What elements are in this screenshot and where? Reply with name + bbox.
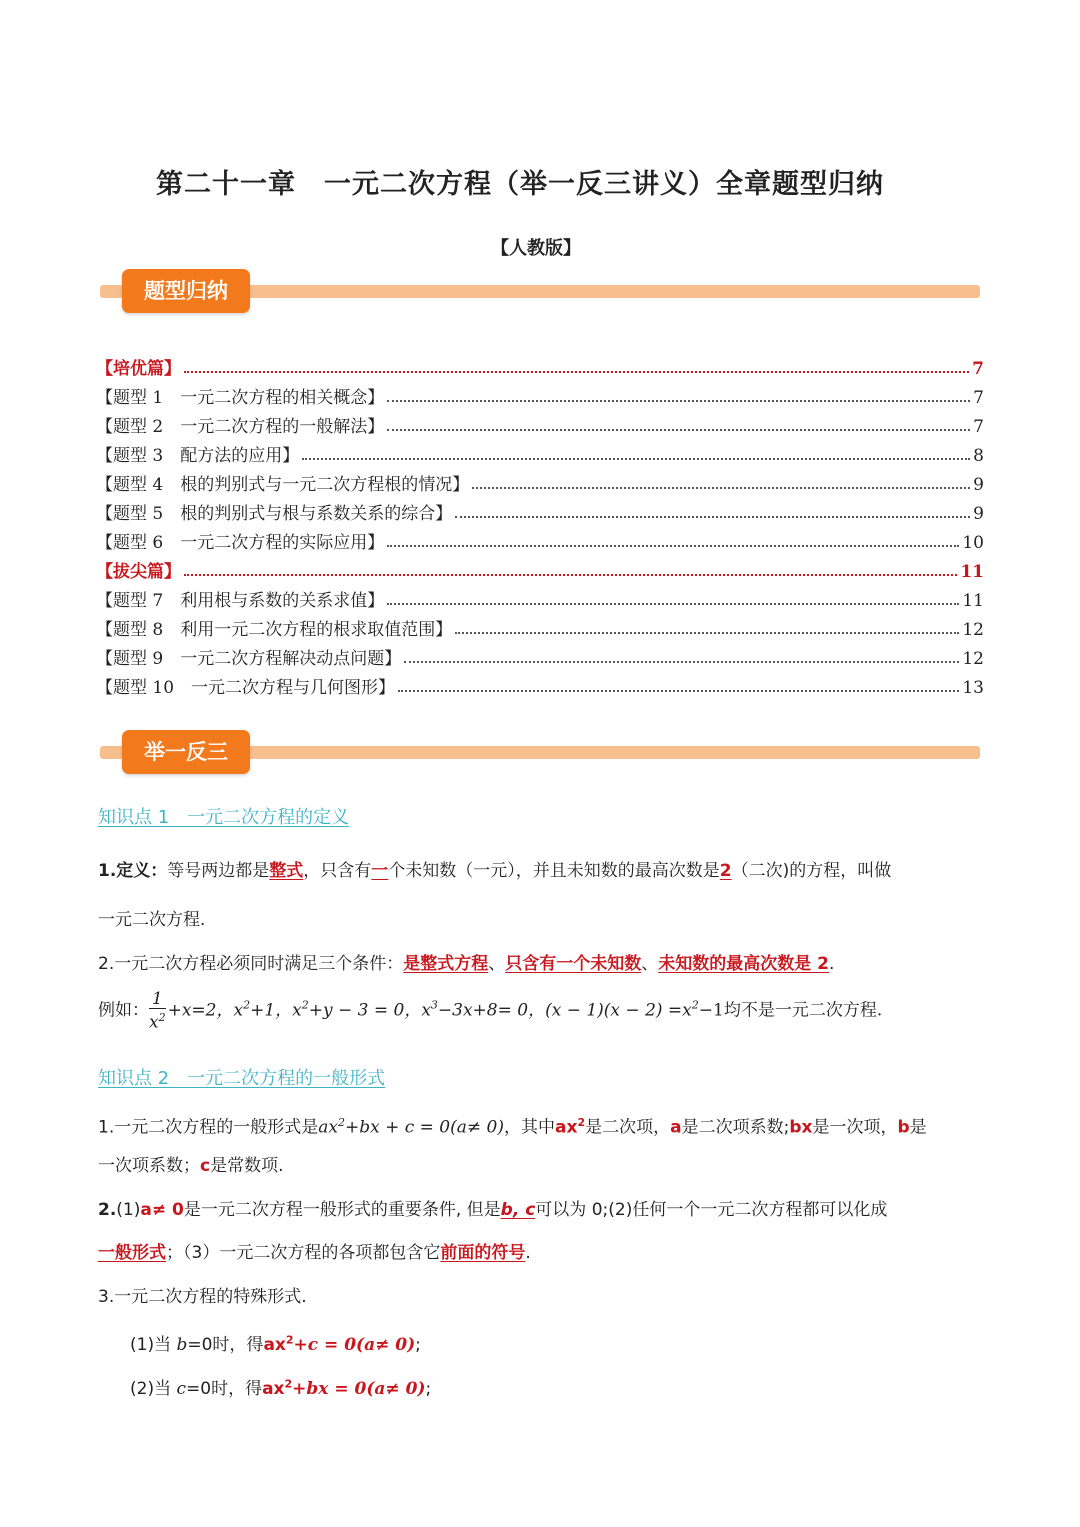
table-of-contents xyxy=(96,350,984,698)
general-form-paragraph xyxy=(98,1113,986,1138)
toc-entry-page: 12 xyxy=(962,620,984,640)
fill-answer: 未知数的最高次数是 2 xyxy=(658,954,829,974)
toc-entry[interactable] xyxy=(96,611,984,640)
fill-answer: 只含有一个未知数 xyxy=(505,954,642,974)
item-number: 1. xyxy=(98,861,117,881)
knowledge-point-2-heading: 知识点 2 一元二次方程的一般形式 xyxy=(98,1068,386,1089)
general-form-paragraph-line2 xyxy=(98,1156,986,1176)
toc-leader-dots xyxy=(184,371,969,373)
text: x xyxy=(149,1012,159,1033)
special-form-case-1 xyxy=(130,1330,421,1355)
text: 1.一元二次方程的一般形式是 xyxy=(98,1117,319,1138)
math-text: +y − 3 = 0，x xyxy=(308,1000,431,1021)
fill-answer: 2 xyxy=(719,861,732,881)
highlight-term: ax xyxy=(262,1379,285,1399)
toc-leader-dots xyxy=(184,574,957,576)
highlight-term: bx xyxy=(789,1117,813,1138)
text: ; xyxy=(415,1335,421,1355)
toc-leader-dots xyxy=(387,429,970,431)
toc-leader-dots xyxy=(455,516,970,518)
toc-leader-dots xyxy=(398,690,959,692)
exponent: 2 xyxy=(691,998,699,1012)
text: (2)当 xyxy=(130,1379,177,1399)
toc-entry-page: 9 xyxy=(973,475,984,495)
text: . xyxy=(828,954,835,974)
exponent: 2 xyxy=(301,998,309,1012)
math-text: c xyxy=(176,1379,187,1399)
toc-leader-dots xyxy=(404,661,959,663)
exponent: 2 xyxy=(577,1116,586,1129)
text: 例如： xyxy=(98,1000,149,1021)
exponent: 2 xyxy=(284,1377,293,1391)
toc-entry-label: 【题型 1 一元二次方程的相关概念】 xyxy=(96,388,385,408)
toc-entry-page: 7 xyxy=(973,388,984,408)
exponent: 2 xyxy=(337,1116,345,1129)
highlight-term: ax xyxy=(263,1335,286,1355)
toc-entry-page: 13 xyxy=(962,678,984,698)
section-banner-question-types xyxy=(100,269,980,317)
highlight-term: ax xyxy=(555,1117,578,1138)
toc-entry-label: 【题型 6 一元二次方程的实际应用】 xyxy=(96,533,385,553)
fill-answer: 整式 xyxy=(269,861,304,881)
example-line xyxy=(98,990,986,1032)
knowledge-point-1-heading: 知识点 1 一元二次方程的定义 xyxy=(98,807,350,828)
text: 、 xyxy=(641,954,659,974)
exponent: 2 xyxy=(243,998,251,1012)
toc-entry-page: 10 xyxy=(962,533,984,553)
highlight-term: +c = 0(a≠ 0) xyxy=(293,1335,416,1355)
toc-entry[interactable] xyxy=(96,350,984,379)
fill-answer: 前面的符号 xyxy=(440,1243,526,1263)
page-title: 第二十一章 一元二次方程（举一反三讲义）全章题型归纳 xyxy=(156,169,884,200)
special-forms-heading: 3.一元二次方程的特殊形式. xyxy=(98,1287,307,1307)
text: 是一次项， xyxy=(812,1117,898,1138)
fraction-denominator xyxy=(149,1009,166,1032)
special-form-case-2 xyxy=(130,1374,431,1399)
text: (1) xyxy=(116,1200,141,1220)
fill-answer: b, c xyxy=(500,1200,536,1220)
toc-leader-dots xyxy=(387,400,970,402)
text: 是二次项系数; xyxy=(681,1117,790,1138)
toc-leader-dots xyxy=(455,632,959,634)
toc-entry[interactable] xyxy=(96,408,984,437)
toc-entry[interactable] xyxy=(96,524,984,553)
toc-entry-label: 【拔尖篇】 xyxy=(96,562,181,582)
text: =0时，得 xyxy=(186,1379,263,1399)
toc-entry[interactable] xyxy=(96,379,984,408)
text: ，其中 xyxy=(504,1117,555,1138)
math-text: −3x+8= 0，(x − 1)(x − 2) =x xyxy=(437,1000,692,1021)
conditions-note-paragraph-line2 xyxy=(98,1243,986,1263)
text: 是 xyxy=(909,1117,927,1138)
text: ，只含有 xyxy=(303,861,372,881)
toc-entry-page: 7 xyxy=(972,359,984,379)
text: 是一元二次方程一般形式的重要条件, 但是 xyxy=(183,1200,501,1220)
toc-entry[interactable] xyxy=(96,553,984,582)
toc-entry-page: 8 xyxy=(973,446,984,466)
definition-paragraph-line2: 一元二次方程. xyxy=(98,910,206,930)
toc-entry-page: 11 xyxy=(962,591,984,611)
toc-entry-label: 【题型 10 一元二次方程与几何图形】 xyxy=(96,678,396,698)
highlight-term: c xyxy=(200,1156,211,1176)
text: 一次项系数； xyxy=(98,1156,200,1176)
toc-entry-label: 【题型 9 一元二次方程解决动点问题】 xyxy=(96,649,402,669)
toc-entry[interactable] xyxy=(96,466,984,495)
toc-entry-page: 11 xyxy=(960,562,984,582)
toc-entry-label: 【题型 3 配方法的应用】 xyxy=(96,446,300,466)
fill-answer: 一 xyxy=(371,861,389,881)
math-text: +x=2，x xyxy=(167,1000,244,1021)
text: 可以为 0;(2)任何一个一元二次方程都可以化成 xyxy=(535,1200,888,1220)
toc-entry-label: 【题型 4 根的判别式与一元二次方程根的情况】 xyxy=(96,475,470,495)
toc-leader-dots xyxy=(387,603,959,605)
text: 是二次项， xyxy=(585,1117,671,1138)
text: . xyxy=(525,1243,531,1263)
fraction-numerator: 1 xyxy=(149,990,166,1009)
definition-label: 定义： xyxy=(116,861,168,881)
math-text: +bx + c = 0(a≠ 0) xyxy=(344,1117,504,1138)
highlight-term: +bx = 0(a≠ 0) xyxy=(292,1379,426,1399)
toc-entry-label: 【题型 2 一元二次方程的一般解法】 xyxy=(96,417,385,437)
definition-paragraph xyxy=(98,861,986,881)
math-text: −1均不是一元二次方程. xyxy=(698,1000,883,1021)
section-banner-examples xyxy=(100,730,980,778)
toc-entry-label: 【题型 7 利用根与系数的关系求值】 xyxy=(96,591,385,611)
text: 、 xyxy=(488,954,506,974)
toc-entry-label: 【题型 5 根的判别式与根与系数关系的综合】 xyxy=(96,504,453,524)
page-subtitle: 【人教版】 xyxy=(491,238,581,259)
text: 等号两边都是 xyxy=(167,861,270,881)
highlight-term: a≠ 0 xyxy=(140,1200,184,1220)
toc-entry-page: 7 xyxy=(973,417,984,437)
text: 个未知数（一元），并且未知数的最高次数是 xyxy=(388,861,720,881)
fill-answer: 是整式方程 xyxy=(403,954,489,974)
toc-leader-dots xyxy=(302,458,970,460)
toc-leader-dots xyxy=(472,487,970,489)
text: 是常数项. xyxy=(210,1156,284,1176)
highlight-term: a xyxy=(670,1117,682,1138)
toc-leader-dots xyxy=(387,545,959,547)
toc-entry-page: 12 xyxy=(962,649,984,669)
text: ; xyxy=(425,1379,432,1399)
fill-answer: 一般形式 xyxy=(98,1243,166,1263)
text: （二次)的方程，叫做 xyxy=(731,861,892,881)
toc-entry[interactable] xyxy=(96,640,984,669)
toc-entry-page: 9 xyxy=(973,504,984,524)
banner-tag: 题型归纳 xyxy=(122,269,250,313)
highlight-term: b xyxy=(897,1117,910,1138)
toc-entry[interactable] xyxy=(96,669,984,698)
conditions-paragraph xyxy=(98,954,986,974)
exponent: 3 xyxy=(430,998,438,1012)
item-number: 2. xyxy=(98,1200,117,1220)
text: =0时，得 xyxy=(187,1335,264,1355)
math-text: b xyxy=(176,1335,188,1355)
exponent: 2 xyxy=(158,1011,166,1024)
text: ；（3）一元二次方程的各项都包含它 xyxy=(166,1243,441,1263)
text: (1)当 xyxy=(130,1335,177,1355)
fraction xyxy=(149,990,166,1032)
toc-entry[interactable] xyxy=(96,437,984,466)
banner-tag: 举一反三 xyxy=(122,730,250,774)
exponent: 2 xyxy=(285,1333,294,1347)
text: 2.一元二次方程必须同时满足三个条件： xyxy=(98,954,404,974)
conditions-note-paragraph xyxy=(98,1200,986,1220)
toc-entry-label: 【题型 8 利用一元二次方程的根求取值范围】 xyxy=(96,620,453,640)
math-text: +1，x xyxy=(250,1000,302,1021)
toc-entry-label: 【培优篇】 xyxy=(96,359,181,379)
toc-entry[interactable] xyxy=(96,495,984,524)
toc-entry[interactable] xyxy=(96,582,984,611)
math-text: ax xyxy=(318,1117,338,1138)
